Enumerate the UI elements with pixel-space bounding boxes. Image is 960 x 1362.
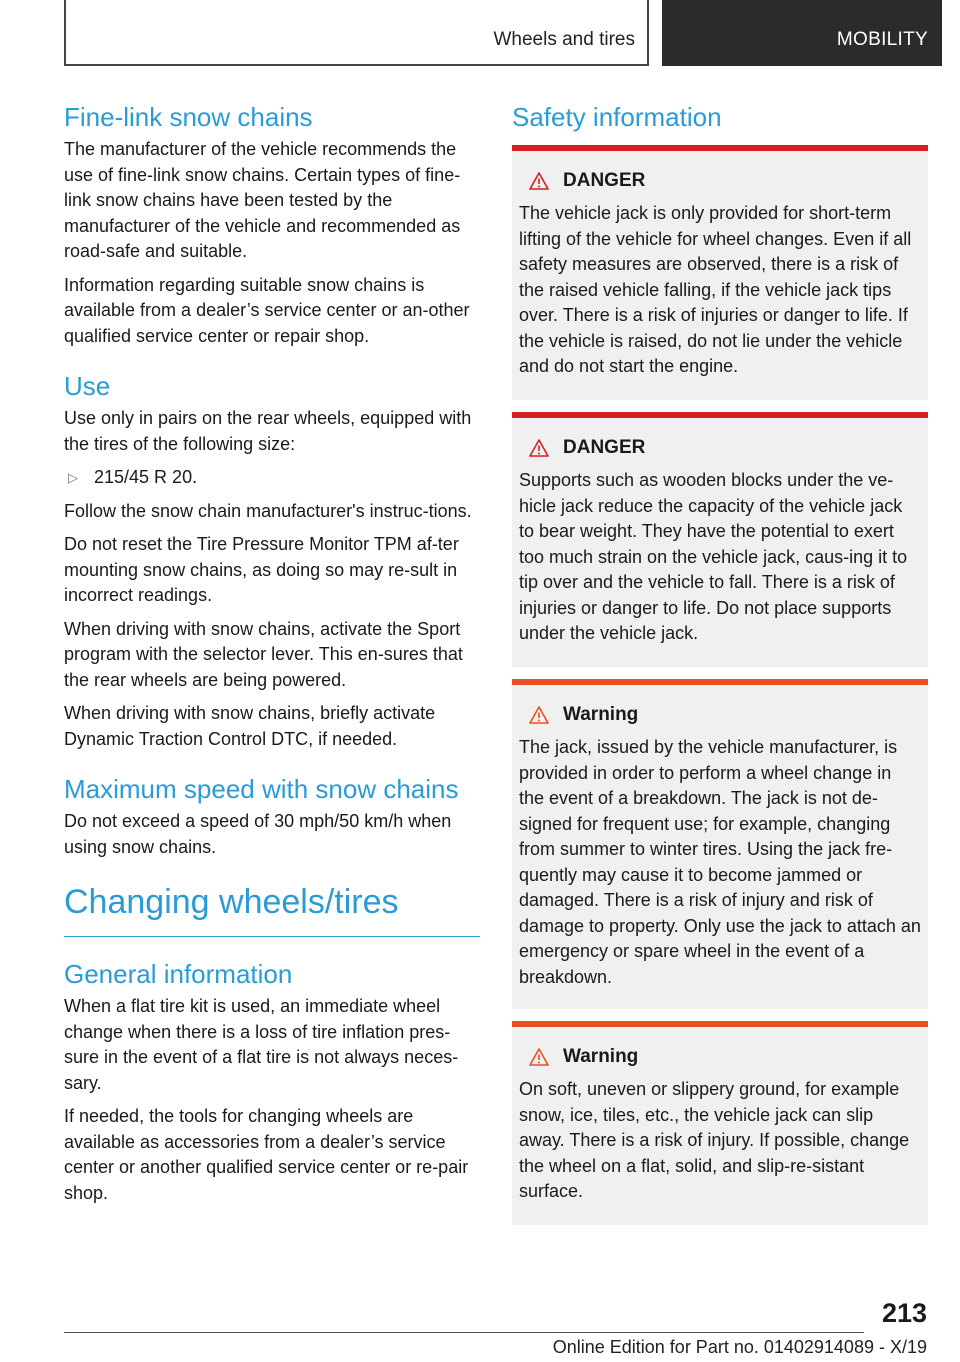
heading-maximum-speed: Maximum speed with snow chains <box>64 774 459 804</box>
left-column <box>64 100 480 1206</box>
heading-safety-information: Safety information <box>512 102 722 132</box>
notice-header <box>519 167 921 195</box>
warning-triangle-icon <box>529 1048 549 1066</box>
paragraph: Information regarding suitable snow chains is available from a dealer’s service center or an-other qualified service center or repair shop. <box>64 274 470 346</box>
paragraph: Do not reset the Tire Pressure Monitor TPM af-ter mounting snow chains, as doing so may re-sult in incorrect readings. <box>64 534 459 605</box>
paragraph: When driving with snow chains, briefly activate Dynamic Traction Control DTC, if needed. <box>64 703 436 749</box>
heading-general-information: General information <box>64 959 293 989</box>
header-chapter-tab <box>662 0 942 66</box>
paragraph: Use only in pairs on the rear wheels, equipped with the tires of the following size: <box>64 408 472 454</box>
notice-label: DANGER <box>563 170 646 191</box>
header-section-tab <box>64 0 649 66</box>
heading-changing-wheels-tires: Changing wheels/tires <box>64 880 480 937</box>
list-item-text: 215/45 R 20. <box>94 467 198 487</box>
warning-notice-box <box>512 1021 928 1225</box>
notice-text: The vehicle jack is only provided for short-term lifting of the vehicle for wheel changes. Even if all safety measures are observed, there is a risk of the raised vehicle falling, if the vehicle jack tips over. There is a risk of injuries or danger to life. If the vehicle is raised, do not lie under the vehicle and do not start the engine. <box>519 203 912 376</box>
notice-header <box>519 434 921 462</box>
page-number: 213 <box>881 1298 927 1328</box>
list-item <box>64 465 480 491</box>
notice-label: Warning <box>563 704 639 725</box>
notice-text: Supports such as wooden blocks under the ve-hicle jack reduce the capacity of the vehicle jack to bear weight. They have the potential to exert too much strain on the vehicle jack, caus-ing it to tip over and the vehicle to fall. There is a risk of injuries or danger to life. Do not place supports under the vehicle jack. <box>519 470 908 643</box>
heading-use: Use <box>64 371 111 401</box>
header-chapter-title: MOBILITY <box>836 29 928 50</box>
heading-fine-link-snow-chains: Fine-link snow chains <box>64 102 313 132</box>
warning-triangle-icon <box>529 706 549 724</box>
notice-header <box>519 701 921 729</box>
footer-divider <box>64 1332 864 1333</box>
notice-header <box>519 1043 921 1071</box>
triangle-bullet-icon: ▷ <box>68 470 78 485</box>
danger-notice-box <box>512 145 928 400</box>
notice-label: Warning <box>563 1046 639 1067</box>
notice-text: On soft, uneven or slippery ground, for example snow, ice, tiles, etc., the vehicle jack can slip away. There is a risk of injury. If possible, change the wheel on a flat, solid, and slip-re-sistant surface. <box>519 1079 910 1201</box>
paragraph: When driving with snow chains, activate the Sport program with the selector lever. This en-sures that the rear wheels are being powered. <box>64 618 463 690</box>
paragraph: When a flat tire kit is used, an immediate wheel change when there is a loss of tire inflation pres-sure in the event of a flat tire is not always neces-sary. <box>64 996 459 1093</box>
paragraph: Do not exceed a speed of 30 mph/50 km/h when using snow chains. <box>64 811 452 857</box>
footer-edition-text: Online Edition for Part no. 01402914089 - X/19 <box>552 1337 927 1357</box>
paragraph: The manufacturer of the vehicle recommends the use of fine-link snow chains. Certain types of fine-link snow chains have been tested by the manufacturer of the vehicle and recommended as road-safe and suitable. <box>64 139 461 261</box>
paragraph: If needed, the tools for changing wheels are available as accessories from a dealer’s service center or another qualified service center or re-pair shop. <box>64 1106 469 1203</box>
notice-text: The jack, issued by the vehicle manufacturer, is provided in order to perform a wheel change in the event of a breakdown. The jack is not de-signed for frequent use; for example, changing from summer to winter tires. Using the jack fre-quently may cause it to become jammed or damaged. There is a risk of injury and risk of damage to property. Only use the jack to attach an emergency or spare wheel in the event of a breakdown. <box>519 737 921 987</box>
warning-triangle-icon <box>529 439 549 457</box>
warning-triangle-icon <box>529 172 549 190</box>
danger-notice-box <box>512 412 928 667</box>
paragraph: Follow the snow chain manufacturer's instruc-tions. <box>64 500 472 521</box>
warning-notice-box <box>512 679 928 1009</box>
header-section-title: Wheels and tires <box>493 29 635 50</box>
notice-label: DANGER <box>563 437 646 458</box>
